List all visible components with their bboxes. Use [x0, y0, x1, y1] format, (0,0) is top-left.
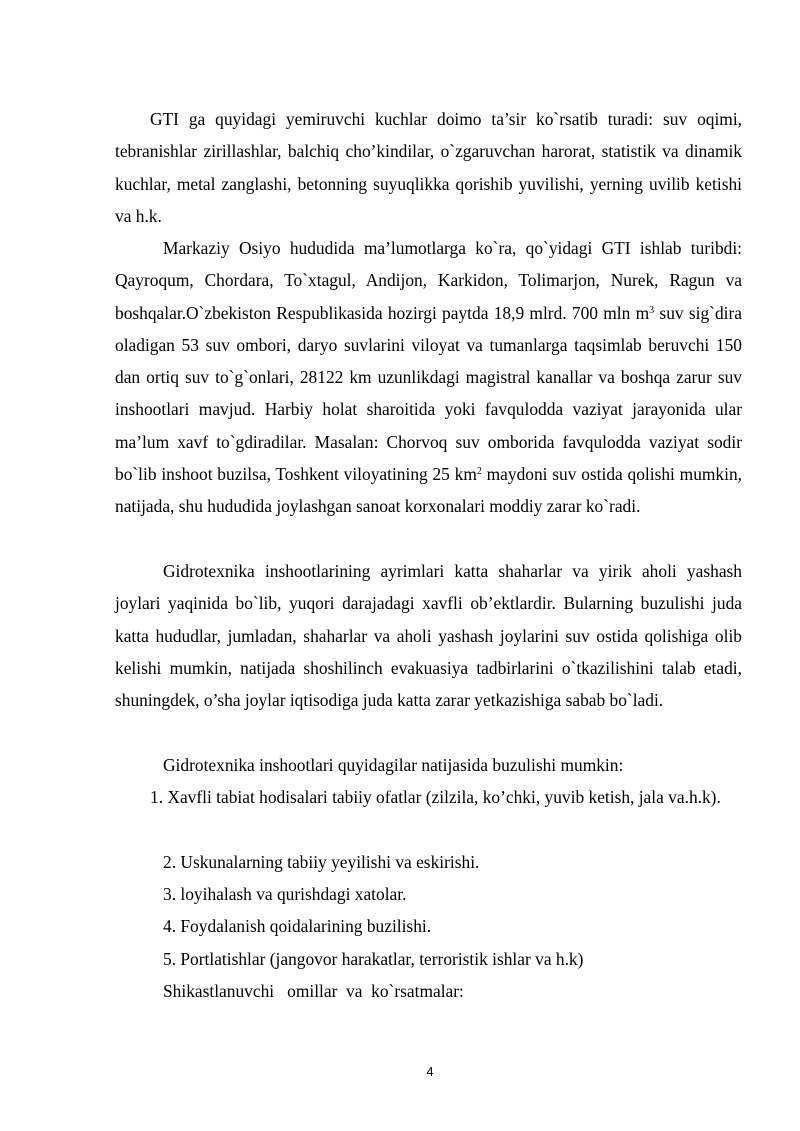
list-item: 2. Uskunalarning tabiiy yeyilishi va eskirishi. [163, 852, 480, 872]
paragraph-gti-destructive-forces: GTI ga quyidagi yemiruvchi kuchlar doimo ta’sir ko`rsatib turadi: suv oqimi, tebranishlar zirillashlar, balchiq cho’kindilar, o`zgaruvchan harorat, statistik va dinamik kuchlar, metal zanglashi, betonning suyuqlikka qorishib yuvilishi, yerning uvilib ketishi va h.k. [115, 109, 742, 226]
superscript-square: 2 [476, 466, 482, 478]
list-item: 5. Portlatishlar (jangovor harakatlar, terroristik ishlar va h.k) [163, 949, 584, 969]
paragraph-dangerous-objects: Gidrotexnika inshootlarining ayrimlari katta shaharlar va yirik aholi yashash joylari yaqinida bo`lib, yuqori darajadagi xavfli ob’ektlardir. Bularning buzulishi juda katta hududlar, jumladan, shaharlar va aholi yashash joylarini suv ostida qolishiga olib kelishi mumkin, natijada shoshilinch evakuasiya tadbirlarini o`tkazilishini talab etadi, shuningdek, o’sha joylar iqtisodiga juda katta zarar yetkazishiga sabab bo`ladi. [115, 561, 742, 711]
paragraph-central-asia-reservoirs [115, 232, 742, 523]
list-item: 3. loyihalash va qurishdagi xatolar. [163, 884, 407, 904]
list-item: 1. Xavfli tabiat hodisalari tabiiy ofatlar (zilzila, ko’chki, yuvib ketish, jala va.h.k). [150, 787, 721, 807]
paragraph-2-text-1: Markaziy Osiyo hududida ma’lumotlarga ko`ra, qo`yidagi GTI ishlab turibdi: Qayroqum, Chordara, To`xtagul, Andijon, Karkidon, Tolimarjon, Nurek, Ragun va boshqalar.O`zbekiston Respublikasida hozirgi paytda 18,9 mlrd. 700 mln m [115, 238, 742, 323]
page-number: 4 [426, 1064, 434, 1079]
list-intro: Gidrotexnika inshootlari quyidagilar natijasida buzulishi mumkin: [163, 755, 624, 775]
closing-heading: Shikastlanuvchi omillar va ko`rsatmalar: [163, 981, 464, 1001]
paragraph-2-text-2: suv sig`dira oladigan 53 suv ombori, daryo suvlarini viloyat va tumanlarga taqsimlab beruvchi 150 dan ortiq suv to`g`onlari, 28122 km uzunlikdagi magistral kanallar va boshqa zarur suv inshootlari mavjud. Harbiy holat sharoitida yoki favqulodda vaziyat jarayonida ular ma’lum xavf to`gdiradilar. Masalan: Chorvoq suv omborida favqulodda vaziyat sodir bo`lib inshoot buzilsa, Toshkent viloyatining 25 km [115, 302, 742, 485]
superscript-cubic: 3 [649, 304, 655, 316]
paragraph-2-text-3: maydoni suv ostida qolishi mumkin, natijada, shu hududida joylashgan sanoat korxonalari moddiy zarar ko`radi. [115, 464, 742, 517]
list-item: 4. Foydalanish qoidalarining buzilishi. [163, 916, 432, 936]
